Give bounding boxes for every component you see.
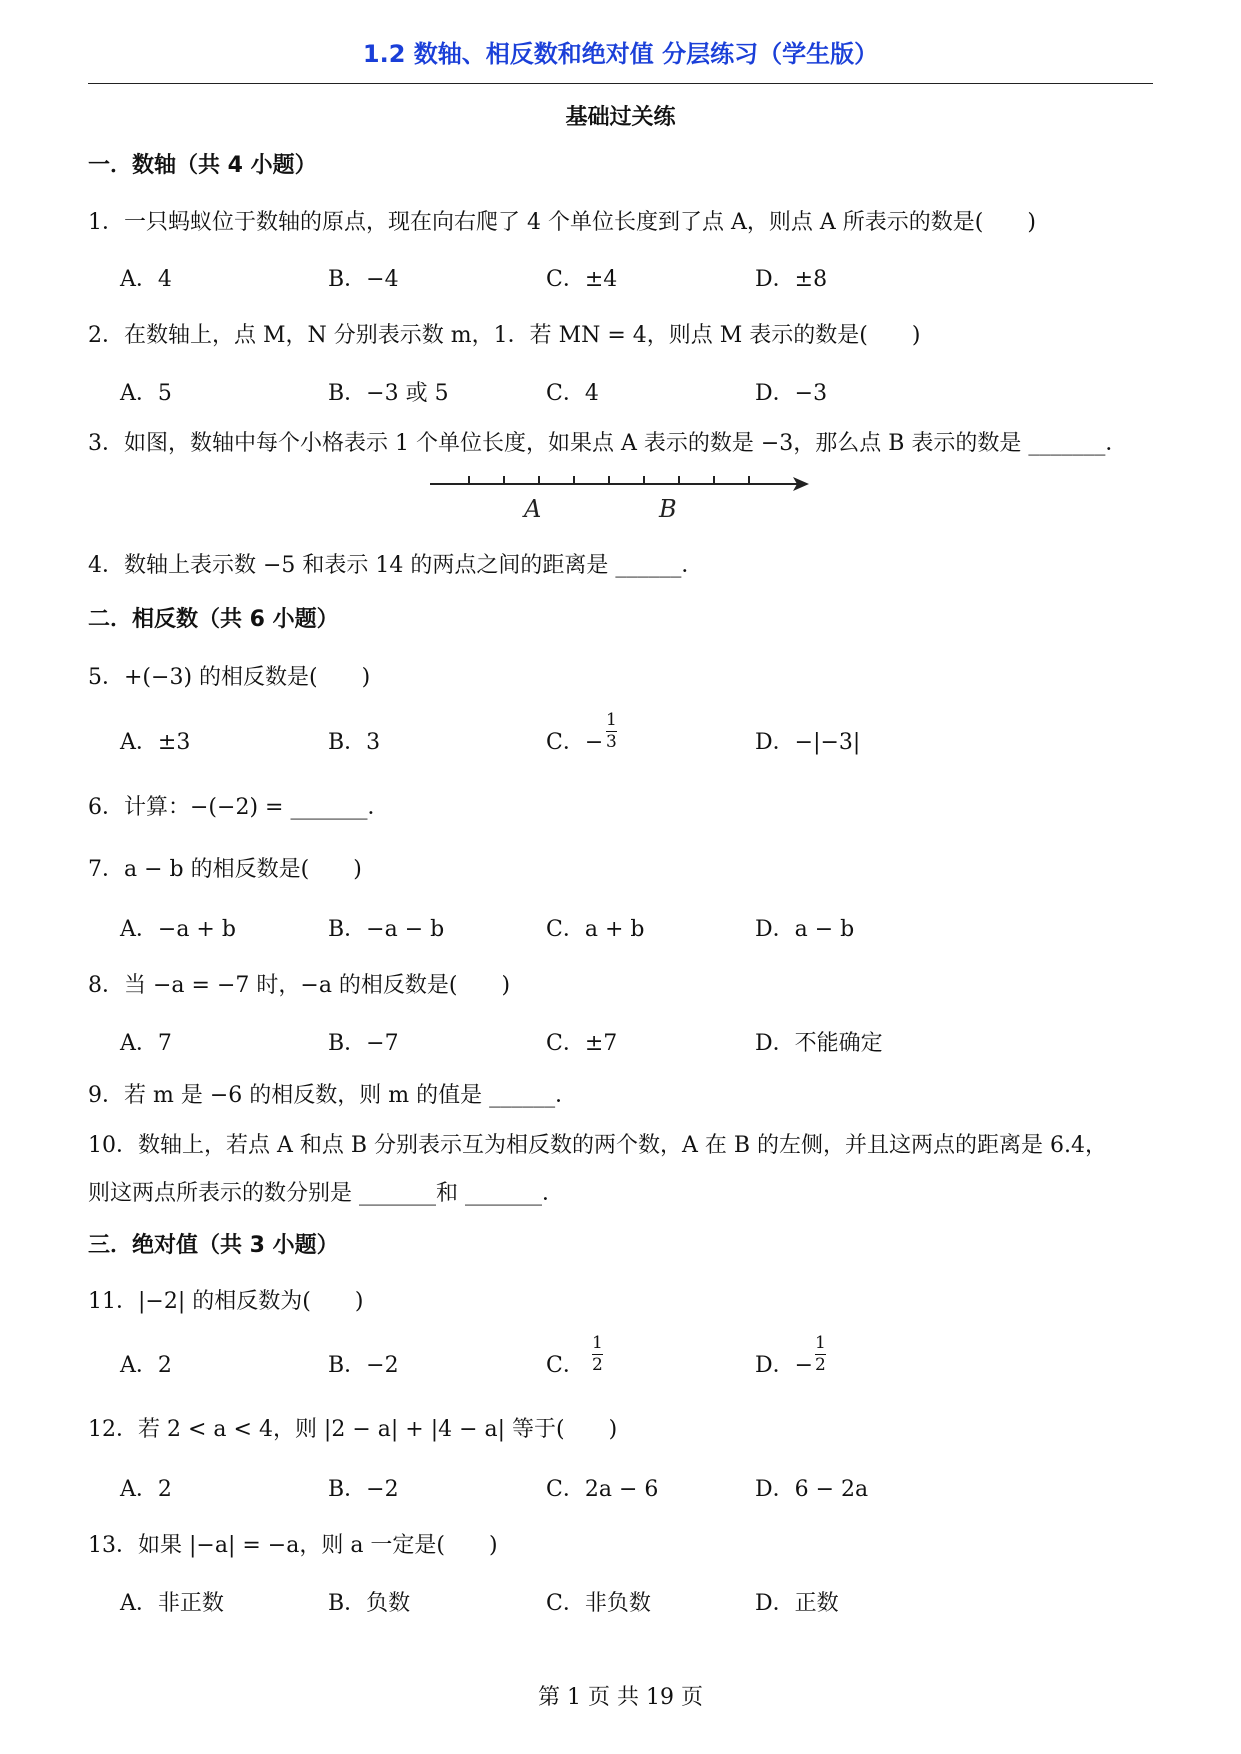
- q8-option-a: A．7: [120, 1031, 172, 1056]
- q5-option-c-fraction: [606, 712, 617, 751]
- point-a-label: A: [524, 495, 542, 523]
- fraction-denominator: 2: [592, 1355, 603, 1375]
- q13-option-c: C．非负数: [546, 1591, 651, 1616]
- document-subtitle: 基础过关练: [565, 105, 676, 130]
- fraction-denominator: 2: [815, 1355, 826, 1375]
- q11-option-c: C．: [546, 1353, 585, 1378]
- q2-option-a: A．5: [120, 381, 172, 406]
- q1-option-a: A．4: [120, 267, 172, 292]
- fraction-numerator: 1: [592, 1333, 603, 1353]
- q13-option-b: B．负数: [328, 1591, 411, 1616]
- question-5: 5．+(−3) 的相反数是( ): [88, 665, 371, 690]
- q11-option-a: A．2: [120, 1353, 172, 1378]
- q2-option-b: B．−3 或 5: [328, 381, 449, 406]
- question-10-line-1: 10．数轴上，若点 A 和点 B 分别表示互为相反数的两个数，A 在 B 的左侧，并且这两点的距离是 6.4，: [88, 1133, 1108, 1158]
- q8-option-d: D．不能确定: [755, 1031, 883, 1056]
- q2-option-d: D．−3: [755, 381, 828, 406]
- question-6: 6．计算：−(−2) = _______．: [88, 795, 390, 820]
- q11-option-d: D．−: [755, 1353, 814, 1378]
- q7-option-a: A．−a + b: [120, 917, 236, 942]
- q1-option-b: B．−4: [328, 267, 399, 292]
- q13-option-d: D．正数: [755, 1591, 839, 1616]
- q12-option-b: B．−2: [328, 1477, 399, 1502]
- q7-option-c: C．a + b: [546, 917, 645, 942]
- q11-option-d-fraction: [815, 1335, 826, 1374]
- fraction-numerator: 1: [606, 710, 617, 730]
- question-12: 12．若 2 < a < 4，则 |2 − a| + |4 − a| 等于( ): [88, 1417, 618, 1442]
- page-footer: 第 1 页 共 19 页: [538, 1685, 703, 1710]
- document-title: 1.2 数轴、相反数和绝对值 分层练习（学生版）: [362, 40, 879, 68]
- header-rule: [88, 83, 1153, 84]
- question-7: 7．a − b 的相反数是( ): [88, 857, 362, 882]
- q5-option-b: B．3: [328, 730, 381, 755]
- q2-option-c: C．4: [546, 381, 599, 406]
- q5-option-d: D．−|−3|: [755, 730, 861, 755]
- question-8: 8．当 −a = −7 时，−a 的相反数是( ): [88, 973, 511, 998]
- section-heading-opposite-numbers: 二．相反数（共 6 小题）: [88, 607, 339, 632]
- q8-option-c: C．±7: [546, 1031, 618, 1056]
- q5-option-c: C．−: [546, 730, 604, 755]
- q12-option-a: A．2: [120, 1477, 172, 1502]
- q11-option-c-fraction: [592, 1335, 603, 1374]
- q11-option-b: B．−2: [328, 1353, 399, 1378]
- fraction-numerator: 1: [815, 1333, 826, 1353]
- question-9: 9．若 m 是 −6 的相反数，则 m 的值是 ______．: [88, 1083, 578, 1108]
- question-10-line-2: 则这两点所表示的数分别是 _______和 _______．: [88, 1181, 564, 1206]
- question-2: 2．在数轴上，点 M，N 分别表示数 m，1．若 MN = 4，则点 M 表示的数是( ): [88, 323, 921, 348]
- question-1: 1．一只蚂蚁位于数轴的原点，现在向右爬了 4 个单位长度到了点 A，则点 A 所表示的数是( ): [88, 210, 1036, 235]
- q8-option-b: B．−7: [328, 1031, 399, 1056]
- section-heading-number-line: 一．数轴（共 4 小题）: [88, 153, 317, 178]
- question-3: 3．如图，数轴中每个小格表示 1 个单位长度，如果点 A 表示的数是 −3，那么点 B 表示的数是 _______．: [88, 431, 1128, 456]
- q1-option-d: D．±8: [755, 267, 828, 292]
- question-4: 4．数轴上表示数 −5 和表示 14 的两点之间的距离是 ______．: [88, 553, 704, 578]
- fraction-denominator: 3: [606, 732, 617, 752]
- point-b-label: B: [659, 495, 677, 523]
- q7-option-d: D．a − b: [755, 917, 855, 942]
- q12-option-c: C．2a − 6: [546, 1477, 659, 1502]
- q12-option-d: D．6 − 2a: [755, 1477, 869, 1502]
- question-13: 13．如果 |−a| = −a，则 a 一定是( ): [88, 1533, 498, 1558]
- q7-option-b: B．−a − b: [328, 917, 445, 942]
- q5-option-a: A．±3: [120, 730, 191, 755]
- q13-option-a: A．非正数: [120, 1591, 224, 1616]
- q1-option-c: C．±4: [546, 267, 618, 292]
- section-heading-absolute-value: 三．绝对值（共 3 小题）: [88, 1233, 339, 1258]
- number-line-figure: [425, 465, 815, 525]
- question-11: 11．|−2| 的相反数为( ): [88, 1289, 364, 1314]
